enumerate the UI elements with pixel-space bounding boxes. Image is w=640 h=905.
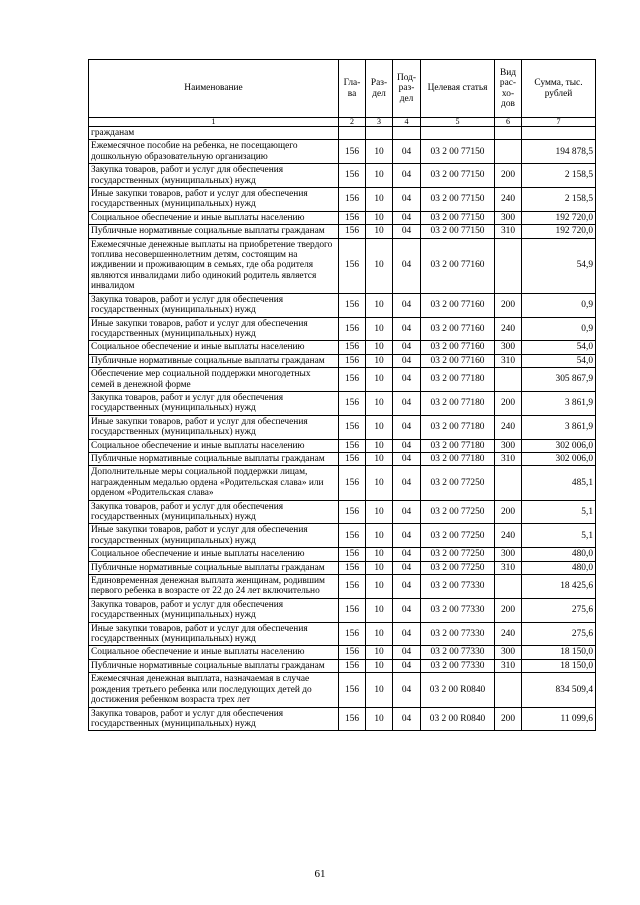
section-cell: 10 — [366, 673, 393, 707]
subsection-cell: 04 — [393, 164, 421, 188]
target-article-cell: 03 2 00 77250 — [421, 548, 495, 561]
subsection-cell: 04 — [393, 188, 421, 212]
chapter-cell: 156 — [339, 293, 366, 317]
row-name-cell: Иные закупки товаров, работ и услуг для обеспечения государственных (муниципальных) нужд — [89, 317, 339, 341]
row-name-cell: Иные закупки товаров, работ и услуг для обеспечения государственных (муниципальных) нужд — [89, 415, 339, 439]
table-row — [89, 452, 596, 465]
row-name-cell: Социальное обеспечение и иные выплаты населению — [89, 211, 339, 224]
header-expense-type: Вид рас-хо-дов — [495, 60, 522, 118]
amount-cell: 192 720,0 — [522, 225, 596, 238]
expense-type-cell — [495, 575, 522, 599]
expense-type-cell — [495, 673, 522, 707]
row-name-cell: Единовременная денежная выплата женщинам, родившим первого ребенка в возрасте от 22 до 24 лет включительно — [89, 575, 339, 599]
target-article-cell: 03 2 00 77160 — [421, 238, 495, 293]
target-article-cell: 03 2 00 R0840 — [421, 707, 495, 731]
header-target-article: Целевая статья — [421, 60, 495, 118]
target-article-cell: 03 2 00 77150 — [421, 188, 495, 212]
table-row — [89, 415, 596, 439]
row-name-cell: Социальное обеспечение и иные выплаты населению — [89, 548, 339, 561]
amount-cell: 275,6 — [522, 598, 596, 622]
amount-cell: 480,0 — [522, 548, 596, 561]
table-row — [89, 341, 596, 354]
expense-type-cell: 200 — [495, 500, 522, 524]
amount-cell: 18 425,6 — [522, 575, 596, 599]
amount-cell — [522, 127, 596, 140]
target-article-cell: 03 2 00 77250 — [421, 524, 495, 548]
amount-cell: 54,9 — [522, 238, 596, 293]
budget-table — [88, 59, 596, 731]
row-name-cell: Закупка товаров, работ и услуг для обеспечения государственных (муниципальных) нужд — [89, 707, 339, 731]
subsection-cell: 04 — [393, 622, 421, 646]
amount-cell: 11 099,6 — [522, 707, 596, 731]
row-name-cell: Публичные нормативные социальные выплаты гражданам — [89, 561, 339, 574]
amount-cell: 54,0 — [522, 354, 596, 367]
section-cell: 10 — [366, 293, 393, 317]
table-row — [89, 164, 596, 188]
subsection-cell: 04 — [393, 598, 421, 622]
target-article-cell: 03 2 00 77250 — [421, 500, 495, 524]
row-name-cell: Иные закупки товаров, работ и услуг для обеспечения государственных (муниципальных) нужд — [89, 622, 339, 646]
section-cell: 10 — [366, 211, 393, 224]
expense-type-cell: 200 — [495, 293, 522, 317]
table-row — [89, 188, 596, 212]
expense-type-cell: 200 — [495, 391, 522, 415]
table-row — [89, 466, 596, 500]
amount-cell: 194 878,5 — [522, 140, 596, 164]
table-row — [89, 524, 596, 548]
expense-type-cell: 310 — [495, 225, 522, 238]
row-name-cell: Публичные нормативные социальные выплаты гражданам — [89, 659, 339, 672]
section-cell: 10 — [366, 225, 393, 238]
section-cell: 10 — [366, 188, 393, 212]
chapter-cell: 156 — [339, 391, 366, 415]
row-name-cell: Закупка товаров, работ и услуг для обеспечения государственных (муниципальных) нужд — [89, 164, 339, 188]
expense-type-cell: 300 — [495, 439, 522, 452]
row-name-cell: Публичные нормативные социальные выплаты гражданам — [89, 452, 339, 465]
table-row — [89, 391, 596, 415]
amount-cell: 305 867,9 — [522, 368, 596, 392]
subsection-cell: 04 — [393, 561, 421, 574]
target-article-cell: 03 2 00 77250 — [421, 561, 495, 574]
section-cell: 10 — [366, 341, 393, 354]
target-article-cell: 03 2 00 77330 — [421, 598, 495, 622]
table-row — [89, 368, 596, 392]
header-amount: Сумма, тыс. рублей — [522, 60, 596, 118]
subsection-cell: 04 — [393, 354, 421, 367]
subsection-cell: 04 — [393, 646, 421, 659]
expense-type-cell: 240 — [495, 317, 522, 341]
subsection-cell: 04 — [393, 466, 421, 500]
table-row — [89, 659, 596, 672]
section-cell: 10 — [366, 391, 393, 415]
expense-type-cell: 300 — [495, 341, 522, 354]
section-cell: 10 — [366, 548, 393, 561]
page-number: 61 — [314, 868, 326, 880]
expense-type-cell: 310 — [495, 561, 522, 574]
amount-cell: 480,0 — [522, 561, 596, 574]
column-number: 2 — [339, 118, 366, 127]
row-name-cell: Обеспечение мер социальной поддержки многодетных семей в денежной форме — [89, 368, 339, 392]
row-name-cell: Дополнительные меры социальной поддержки лицам, награжденным медалью ордена «Родительская слава» или орденом «Родительская слава» — [89, 466, 339, 500]
amount-cell: 302 006,0 — [522, 439, 596, 452]
chapter-cell: 156 — [339, 673, 366, 707]
table-row — [89, 561, 596, 574]
column-number: 6 — [495, 118, 522, 127]
chapter-cell — [339, 127, 366, 140]
section-cell: 10 — [366, 575, 393, 599]
subsection-cell: 04 — [393, 524, 421, 548]
section-cell: 10 — [366, 452, 393, 465]
section-cell: 10 — [366, 140, 393, 164]
chapter-cell: 156 — [339, 548, 366, 561]
expense-type-cell: 310 — [495, 659, 522, 672]
target-article-cell: 03 2 00 77180 — [421, 452, 495, 465]
target-article-cell: 03 2 00 77180 — [421, 439, 495, 452]
subsection-cell: 04 — [393, 439, 421, 452]
header-chapter: Гла-ва — [339, 60, 366, 118]
table-header-row — [89, 60, 596, 118]
subsection-cell — [393, 127, 421, 140]
table-row — [89, 439, 596, 452]
row-name-cell: Социальное обеспечение и иные выплаты населению — [89, 646, 339, 659]
amount-cell: 834 509,4 — [522, 673, 596, 707]
chapter-cell: 156 — [339, 439, 366, 452]
table-row — [89, 354, 596, 367]
section-cell: 10 — [366, 238, 393, 293]
row-name-cell: Закупка товаров, работ и услуг для обеспечения государственных (муниципальных) нужд — [89, 500, 339, 524]
table-row — [89, 500, 596, 524]
chapter-cell: 156 — [339, 415, 366, 439]
subsection-cell: 04 — [393, 368, 421, 392]
expense-type-cell — [495, 238, 522, 293]
section-cell: 10 — [366, 415, 393, 439]
expense-type-cell: 200 — [495, 164, 522, 188]
subsection-cell: 04 — [393, 238, 421, 293]
chapter-cell: 156 — [339, 524, 366, 548]
section-cell: 10 — [366, 524, 393, 548]
header-subsection: Под-раз-дел — [393, 60, 421, 118]
subsection-cell: 04 — [393, 707, 421, 731]
amount-cell: 5,1 — [522, 500, 596, 524]
target-article-cell: 03 2 00 77160 — [421, 317, 495, 341]
target-article-cell: 03 2 00 77160 — [421, 293, 495, 317]
table-row — [89, 598, 596, 622]
subsection-cell: 04 — [393, 317, 421, 341]
row-name-cell: Ежемесячное пособие на ребенка, не посещающего дошкольную образовательную организацию — [89, 140, 339, 164]
table-row — [89, 127, 596, 140]
amount-cell: 2 158,5 — [522, 164, 596, 188]
section-cell: 10 — [366, 659, 393, 672]
amount-cell: 192 720,0 — [522, 211, 596, 224]
row-name-cell: Ежемесячные денежные выплаты на приобретение твердого топлива несовершеннолетним детям, состоящим на иждивении и проживающим в семьях, где оба родителя являются инвалидами либо одинокий родитель является инвалидом — [89, 238, 339, 293]
section-cell: 10 — [366, 561, 393, 574]
target-article-cell: 03 2 00 77180 — [421, 391, 495, 415]
amount-cell: 3 861,9 — [522, 415, 596, 439]
chapter-cell: 156 — [339, 452, 366, 465]
section-cell: 10 — [366, 164, 393, 188]
column-number: 7 — [522, 118, 596, 127]
expense-type-cell: 310 — [495, 354, 522, 367]
expense-type-cell — [495, 140, 522, 164]
column-number: 1 — [89, 118, 339, 127]
chapter-cell: 156 — [339, 707, 366, 731]
expense-type-cell: 240 — [495, 524, 522, 548]
chapter-cell: 156 — [339, 164, 366, 188]
chapter-cell: 156 — [339, 211, 366, 224]
expense-type-cell — [495, 127, 522, 140]
target-article-cell: 03 2 00 77150 — [421, 211, 495, 224]
chapter-cell: 156 — [339, 317, 366, 341]
target-article-cell: 03 2 00 77150 — [421, 225, 495, 238]
subsection-cell: 04 — [393, 500, 421, 524]
amount-cell: 275,6 — [522, 622, 596, 646]
subsection-cell: 04 — [393, 391, 421, 415]
row-name-cell: Публичные нормативные социальные выплаты гражданам — [89, 354, 339, 367]
table-row — [89, 225, 596, 238]
expense-type-cell: 200 — [495, 598, 522, 622]
amount-cell: 18 150,0 — [522, 659, 596, 672]
table-row — [89, 673, 596, 707]
target-article-cell: 03 2 00 77250 — [421, 466, 495, 500]
section-cell: 10 — [366, 368, 393, 392]
amount-cell: 18 150,0 — [522, 646, 596, 659]
table-row — [89, 646, 596, 659]
target-article-cell: 03 2 00 77330 — [421, 646, 495, 659]
row-name-cell: Закупка товаров, работ и услуг для обеспечения государственных (муниципальных) нужд — [89, 598, 339, 622]
target-article-cell: 03 2 00 77150 — [421, 140, 495, 164]
target-article-cell: 03 2 00 77160 — [421, 341, 495, 354]
expense-type-cell: 300 — [495, 646, 522, 659]
expense-type-cell: 200 — [495, 707, 522, 731]
row-name-cell: Социальное обеспечение и иные выплаты населению — [89, 439, 339, 452]
chapter-cell: 156 — [339, 354, 366, 367]
chapter-cell: 156 — [339, 368, 366, 392]
target-article-cell: 03 2 00 R0840 — [421, 673, 495, 707]
row-name-cell: Иные закупки товаров, работ и услуг для обеспечения государственных (муниципальных) нужд — [89, 188, 339, 212]
expense-type-cell: 300 — [495, 211, 522, 224]
chapter-cell: 156 — [339, 659, 366, 672]
chapter-cell: 156 — [339, 188, 366, 212]
header-section: Раз-дел — [366, 60, 393, 118]
chapter-cell: 156 — [339, 341, 366, 354]
amount-cell: 0,9 — [522, 293, 596, 317]
chapter-cell: 156 — [339, 622, 366, 646]
target-article-cell: 03 2 00 77160 — [421, 354, 495, 367]
expense-type-cell: 300 — [495, 548, 522, 561]
target-article-cell: 03 2 00 77150 — [421, 164, 495, 188]
section-cell: 10 — [366, 622, 393, 646]
expense-type-cell: 240 — [495, 188, 522, 212]
chapter-cell: 156 — [339, 575, 366, 599]
table-row — [89, 140, 596, 164]
amount-cell: 2 158,5 — [522, 188, 596, 212]
column-number: 3 — [366, 118, 393, 127]
row-name-cell: Закупка товаров, работ и услуг для обеспечения государственных (муниципальных) нужд — [89, 391, 339, 415]
table-row — [89, 622, 596, 646]
header-name: Наименование — [89, 60, 339, 118]
target-article-cell: 03 2 00 77180 — [421, 415, 495, 439]
chapter-cell: 156 — [339, 466, 366, 500]
table-row — [89, 238, 596, 293]
chapter-cell: 156 — [339, 140, 366, 164]
chapter-cell: 156 — [339, 561, 366, 574]
subsection-cell: 04 — [393, 225, 421, 238]
target-article-cell: 03 2 00 77330 — [421, 659, 495, 672]
chapter-cell: 156 — [339, 225, 366, 238]
amount-cell: 3 861,9 — [522, 391, 596, 415]
row-name-cell: гражданам — [89, 127, 339, 140]
section-cell: 10 — [366, 500, 393, 524]
column-number: 5 — [421, 118, 495, 127]
section-cell: 10 — [366, 598, 393, 622]
amount-cell: 0,9 — [522, 317, 596, 341]
section-cell: 10 — [366, 466, 393, 500]
section-cell: 10 — [366, 354, 393, 367]
row-name-cell: Социальное обеспечение и иные выплаты населению — [89, 341, 339, 354]
amount-cell: 485,1 — [522, 466, 596, 500]
subsection-cell: 04 — [393, 659, 421, 672]
table-row — [89, 211, 596, 224]
target-article-cell: 03 2 00 77330 — [421, 575, 495, 599]
expense-type-cell: 240 — [495, 622, 522, 646]
subsection-cell: 04 — [393, 673, 421, 707]
section-cell: 10 — [366, 439, 393, 452]
section-cell: 10 — [366, 646, 393, 659]
section-cell: 10 — [366, 707, 393, 731]
subsection-cell: 04 — [393, 415, 421, 439]
expense-type-cell: 240 — [495, 415, 522, 439]
subsection-cell: 04 — [393, 341, 421, 354]
amount-cell: 5,1 — [522, 524, 596, 548]
subsection-cell: 04 — [393, 293, 421, 317]
table-row — [89, 293, 596, 317]
chapter-cell: 156 — [339, 238, 366, 293]
target-article-cell: 03 2 00 77180 — [421, 368, 495, 392]
column-number: 4 — [393, 118, 421, 127]
expense-type-cell — [495, 466, 522, 500]
amount-cell: 54,0 — [522, 341, 596, 354]
table-row — [89, 575, 596, 599]
table-body — [89, 127, 596, 731]
row-name-cell: Закупка товаров, работ и услуг для обеспечения государственных (муниципальных) нужд — [89, 293, 339, 317]
table-row — [89, 317, 596, 341]
subsection-cell: 04 — [393, 548, 421, 561]
expense-type-cell: 310 — [495, 452, 522, 465]
target-article-cell: 03 2 00 77330 — [421, 622, 495, 646]
section-cell: 10 — [366, 317, 393, 341]
row-name-cell: Иные закупки товаров, работ и услуг для обеспечения государственных (муниципальных) нужд — [89, 524, 339, 548]
chapter-cell: 156 — [339, 598, 366, 622]
column-number-row — [89, 118, 596, 127]
table-row — [89, 548, 596, 561]
expense-type-cell — [495, 368, 522, 392]
subsection-cell: 04 — [393, 211, 421, 224]
chapter-cell: 156 — [339, 500, 366, 524]
section-cell — [366, 127, 393, 140]
table-row — [89, 707, 596, 731]
target-article-cell — [421, 127, 495, 140]
amount-cell: 302 006,0 — [522, 452, 596, 465]
row-name-cell: Публичные нормативные социальные выплаты гражданам — [89, 225, 339, 238]
subsection-cell: 04 — [393, 575, 421, 599]
row-name-cell: Ежемесячная денежная выплата, назначаемая в случае рождения третьего ребенка или последующих детей до достижения ребенком возраста трех лет — [89, 673, 339, 707]
chapter-cell: 156 — [339, 646, 366, 659]
subsection-cell: 04 — [393, 140, 421, 164]
subsection-cell: 04 — [393, 452, 421, 465]
